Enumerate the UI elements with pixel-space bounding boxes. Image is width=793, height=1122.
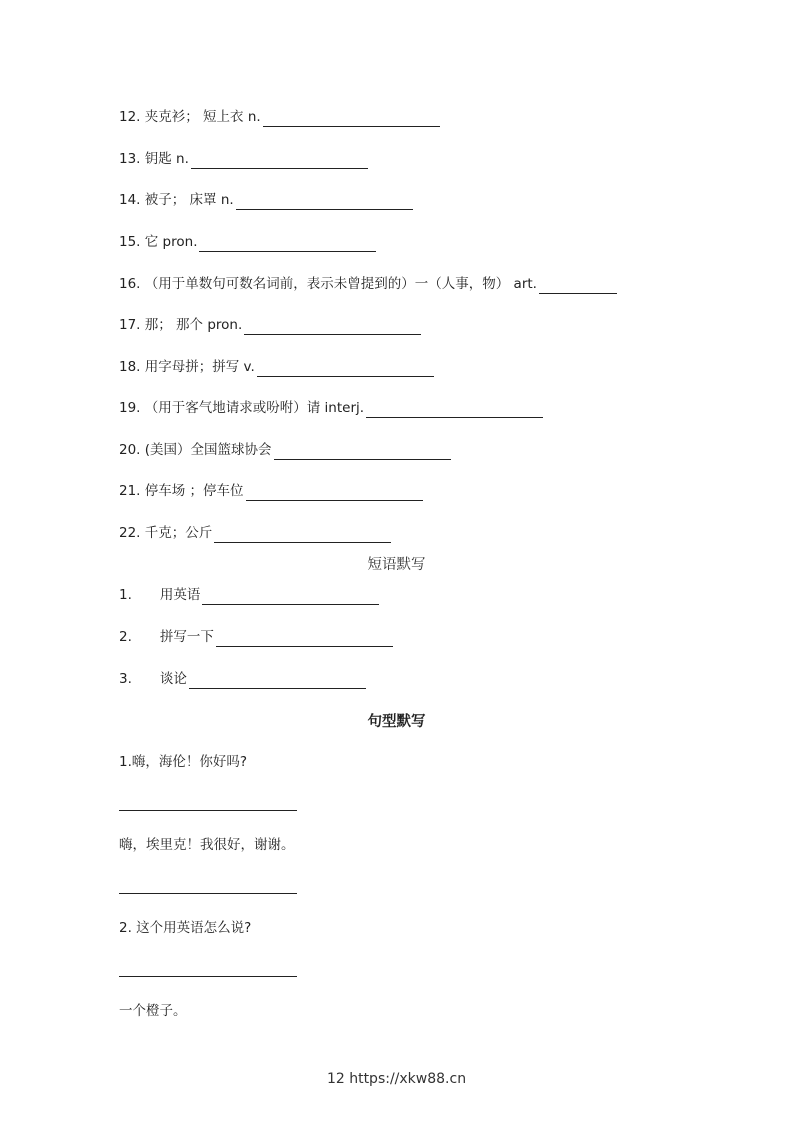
answer-blank[interactable] [189, 674, 366, 689]
answer-blank[interactable] [202, 590, 379, 605]
page-footer: 12 https://xkw88.cn [326, 1071, 467, 1087]
vocab-item-20 [119, 440, 451, 460]
answer-blank[interactable] [214, 528, 391, 543]
answer-blank[interactable] [191, 154, 368, 169]
answer-blank[interactable] [274, 445, 451, 460]
answer-blank[interactable] [539, 279, 617, 294]
vocab-item-15 [119, 232, 376, 252]
vocab-item-text: 16. （用于单数句可数名词前，表示未曾提到的）一（人事，物） art. [119, 276, 537, 292]
vocab-item-text: 12. 夹克衫； 短上衣 n. [119, 109, 261, 125]
vocab-item-18 [119, 357, 434, 377]
vocab-item-text: 13. 钥匙 n. [119, 151, 189, 167]
vocab-item-21 [119, 481, 423, 501]
phrase-item-text: 拼写一下 [159, 629, 214, 645]
vocab-item-text: 14. 被子； 床罩 n. [119, 192, 234, 208]
vocab-item-text: 15. 它 pron. [119, 234, 198, 250]
answer-blank[interactable] [244, 320, 421, 335]
phrase-item-1 [119, 585, 379, 605]
vocab-item-14 [119, 190, 413, 210]
vocab-item-text: 21. 停车场 ；停车位 [119, 483, 244, 499]
answer-blank[interactable] [257, 362, 434, 377]
vocab-item-text: 22. 千克；公斤 [119, 525, 213, 541]
vocab-item-text: 17. 那； 那个 pron. [119, 317, 243, 333]
answer-blank[interactable] [246, 486, 423, 501]
answer-line[interactable] [119, 976, 297, 977]
vocab-item-17 [119, 315, 421, 335]
sentence-prompt-2: 嗨，埃里克！我很好，谢谢。 [119, 837, 295, 853]
vocab-item-text: 19. （用于客气地请求或吩咐）请 interj. [119, 400, 365, 416]
phrase-item-3 [119, 669, 366, 689]
answer-line[interactable] [119, 810, 297, 811]
answer-blank[interactable] [216, 632, 393, 647]
phrase-item-number: 3. [119, 671, 132, 687]
sentence-prompt-3: 2. 这个用英语怎么说? [119, 920, 252, 936]
answer-line[interactable] [119, 893, 297, 894]
vocab-item-22 [119, 523, 391, 543]
vocab-item-12 [119, 107, 440, 127]
phrase-item-number: 1. [119, 587, 132, 603]
phrase-item-2 [119, 627, 393, 647]
phrase-section-title: 短语默写 [367, 557, 426, 573]
vocab-item-16 [119, 274, 617, 294]
vocab-item-text: 20. (美国）全国篮球协会 [119, 442, 272, 458]
sentence-prompt-1: 1.嗨，海伦！你好吗? [119, 754, 248, 770]
sentence-section-title: 句型默写 [367, 714, 426, 730]
phrase-item-text: 谈论 [159, 671, 187, 687]
phrase-item-text: 用英语 [159, 587, 201, 603]
answer-blank[interactable] [263, 112, 440, 127]
answer-blank[interactable] [236, 195, 413, 210]
answer-blank[interactable] [199, 237, 376, 252]
answer-blank[interactable] [366, 403, 543, 418]
phrase-item-number: 2. [119, 629, 132, 645]
vocab-item-13 [119, 149, 368, 169]
vocab-item-19 [119, 398, 543, 418]
sentence-prompt-4: 一个橙子。 [119, 1003, 187, 1019]
vocab-item-text: 18. 用字母拼；拼写 v. [119, 359, 255, 375]
